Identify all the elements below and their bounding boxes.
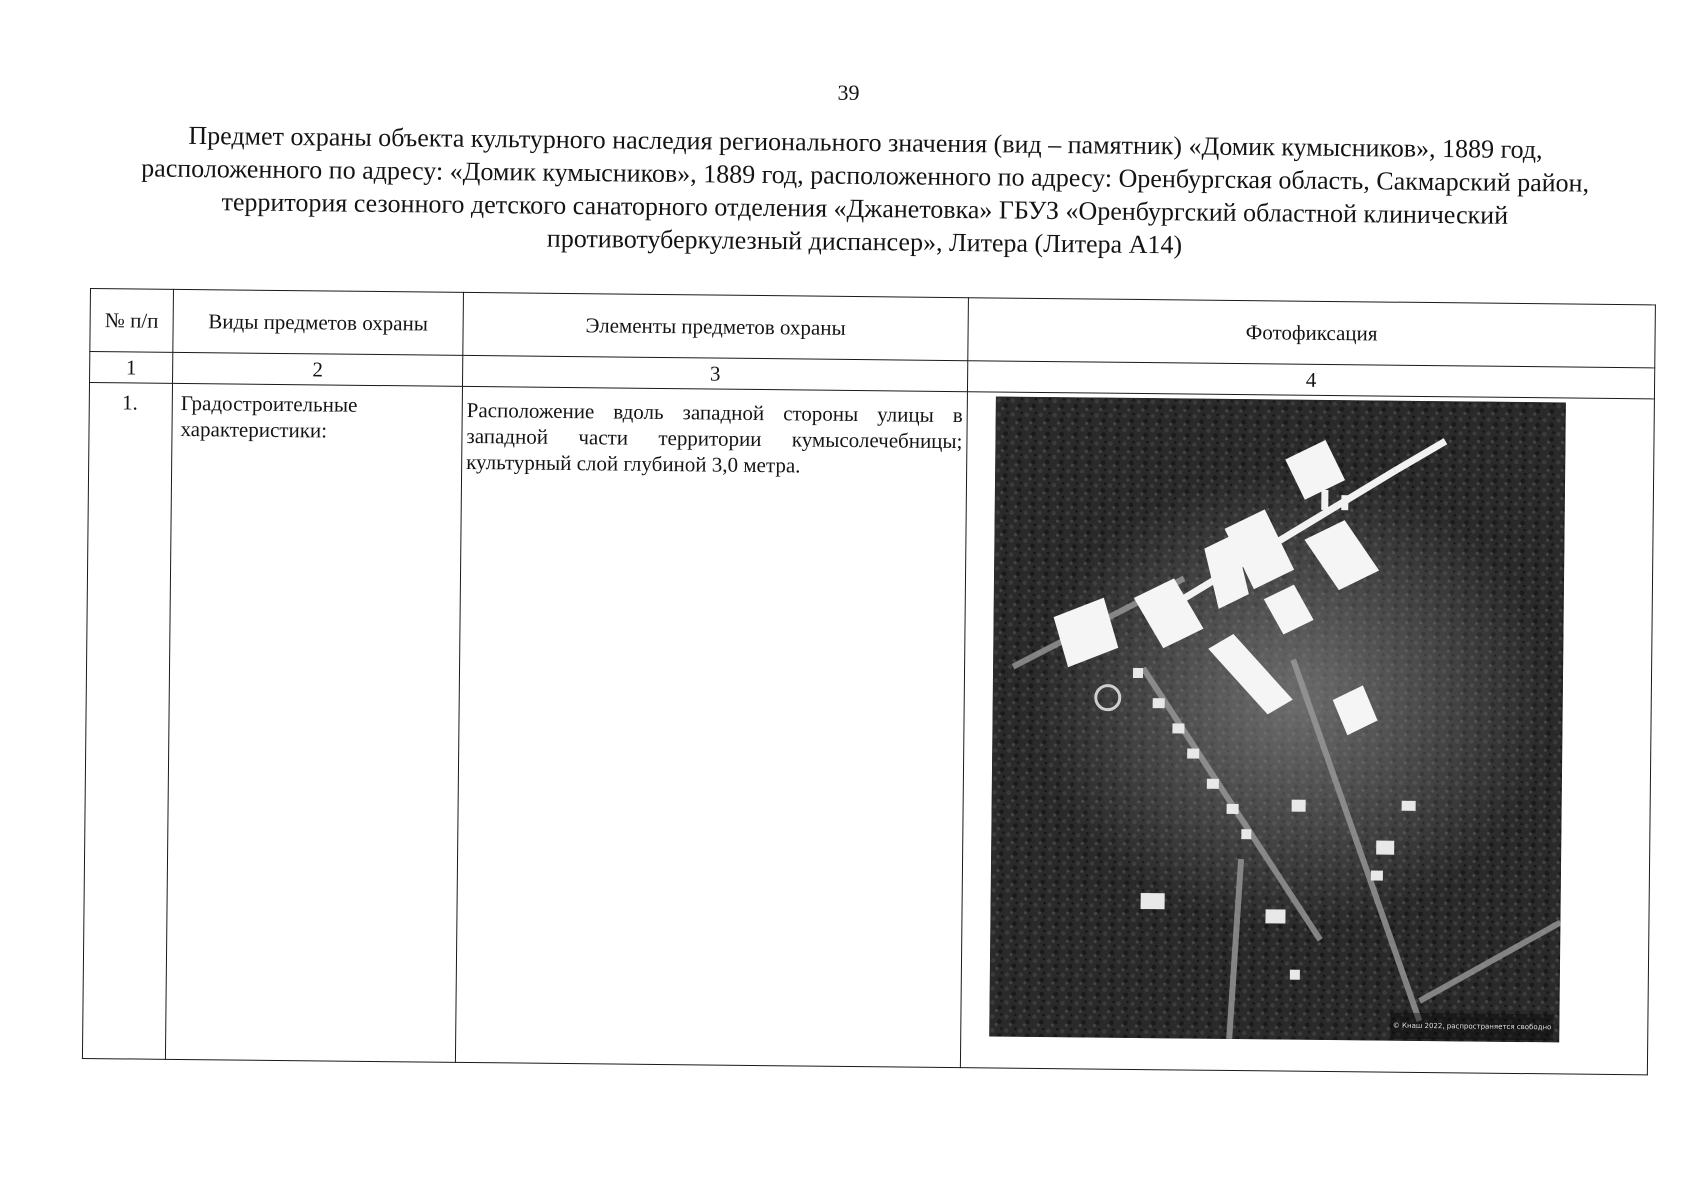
page-number: 39 [837, 80, 860, 105]
document-title: Предмет охраны объекта культурного наследия регионального значения (вид – памятник) «Домик кумысников», 1889 год, расположенного по адресу: «Домик кумысников», 1889 год, расположенного по адресу: Оренбургская область, Сакмарский район, территория сезонного детского санаторного отделения «Джанетовка» ГБУЗ «Оренбургский областной клинический противотуберкулезный диспансер», Литера (Литера А14) [141, 120, 1590, 260]
protection-type: Градостроительные характеристики: [165, 383, 462, 1062]
column-number: 3 [462, 355, 967, 391]
row-number: 1. [82, 383, 172, 1060]
column-number: 2 [173, 352, 463, 386]
protection-elements: Расположение вдоль западной стороны улицы в западной части территории кумысолечебницы; культурный слой глубиной 3,0 метра. [455, 386, 967, 1067]
protection-table-wrapper [82, 288, 1655, 1075]
header-num: № п/п [90, 289, 174, 353]
table-row [82, 383, 1654, 1075]
photo-cell [960, 392, 1654, 1075]
column-number: 1 [90, 352, 173, 384]
protection-table [82, 288, 1656, 1075]
header-photo: Фотофиксация [968, 298, 1656, 368]
satellite-photo [989, 396, 1566, 1042]
column-number: 4 [967, 361, 1654, 399]
photo-caption: © Кнаш 2022, распространяется свободно [1391, 1013, 1554, 1041]
header-types: Виды предметов охраны [173, 289, 464, 355]
header-elements: Элементы предметов охраны [463, 292, 969, 360]
